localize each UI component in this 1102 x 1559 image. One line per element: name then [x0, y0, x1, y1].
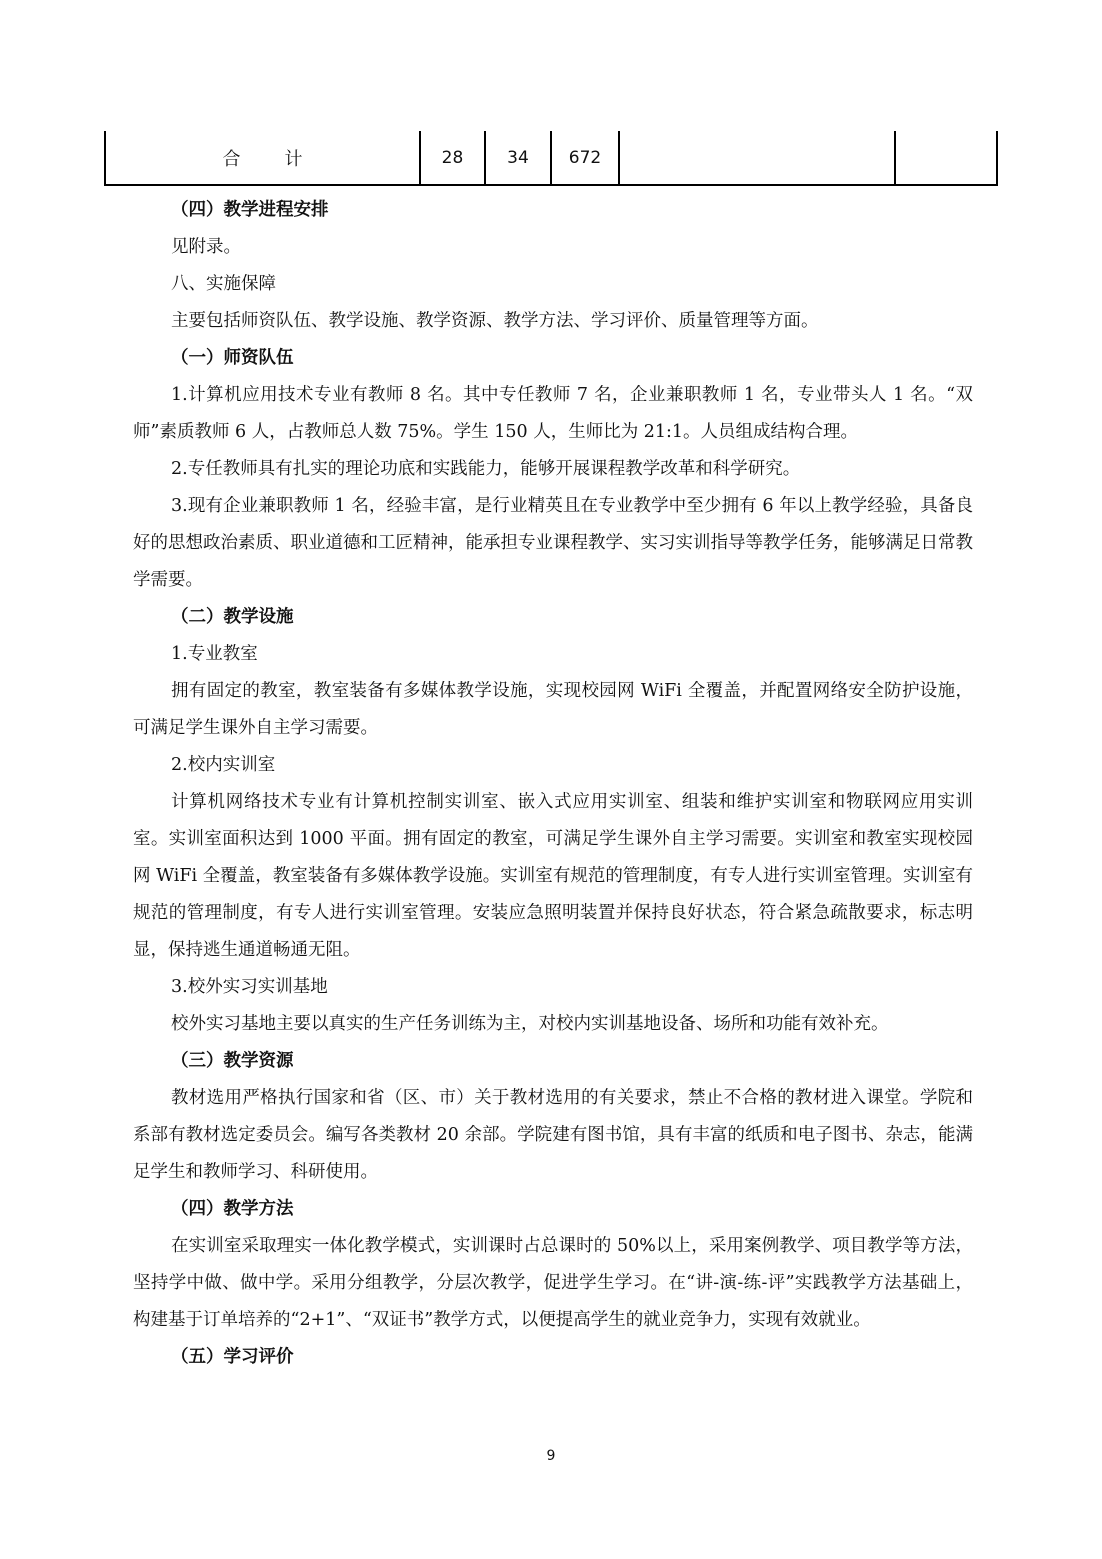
total-weeks-cell: 28 [420, 131, 485, 185]
subheading-training-room: 2.校内实训室 [171, 755, 276, 775]
heading-facilities: （二）教学设施 [171, 607, 294, 627]
paragraph-teachers-3: 3.现有企业兼职教师 1 名，经验丰富，是行业精英且在专业教学中至少拥有 6 年以上教学经验，具备良好的思想政治素质、职业道德和工匠精神，能承担专业课程教学、实习实训指导等教学任务，能够满足日常教学需要。 [133, 496, 973, 590]
total-label-1: 合 [222, 148, 241, 170]
total-hours-per-week-cell: 34 [485, 131, 551, 185]
paragraph-external-base: 校外实习基地主要以真实的生产任务训练为主，对校内实训基地设备、场所和功能有效补充。 [171, 1014, 889, 1034]
total-label-cell [105, 131, 420, 185]
table-row [105, 131, 997, 185]
total-label-2: 计 [284, 148, 303, 170]
paragraph-teachers-1: 1.计算机应用技术专业有教师 8 名。其中专任教师 7 名，企业兼职教师 1 名，专业带头人 1 名。“双师”素质教师 6 人，占教师总人数 75%。学生 150 人，生师比为 21:1。人员组成结构合理。 [133, 385, 973, 442]
paragraph-classroom: 拥有固定的教室，教室装备有多媒体教学设施，实现校园网 WiFi 全覆盖，并配置网络安全防护设施，可满足学生课外自主学习需要。 [133, 681, 973, 738]
subheading-external-base: 3.校外实习实训基地 [171, 977, 328, 997]
total-hours-cell: 672 [551, 131, 619, 185]
heading-teachers: （一）师资队伍 [171, 348, 294, 368]
paragraph-resources: 教材选用严格执行国家和省（区、市）关于教材选用的有关要求，禁止不合格的教材进入课堂。学院和系部有教材选定委员会。编写各类教材 20 余部。学院建有图书馆，具有丰富的纸质和电子图书、杂志，能满足学生和教师学习、科研使用。 [133, 1088, 973, 1182]
empty-cell [895, 131, 997, 185]
totals-table [104, 131, 998, 186]
document-body [133, 192, 973, 1376]
page-number: 9 [546, 1448, 556, 1464]
section-8-intro: 主要包括师资队伍、教学设施、教学资源、教学方法、学习评价、质量管理等方面。 [171, 311, 819, 331]
heading-evaluation: （五）学习评价 [171, 1347, 294, 1367]
heading-schedule: （四）教学进程安排 [171, 200, 329, 220]
appendix-note: 见附录。 [171, 237, 241, 257]
heading-resources: （三）教学资源 [171, 1051, 294, 1071]
empty-cell [619, 131, 895, 185]
subheading-classroom: 1.专业教室 [171, 644, 258, 664]
heading-section-8: 八、实施保障 [171, 274, 276, 294]
heading-methods: （四）教学方法 [171, 1199, 294, 1219]
paragraph-methods: 在实训室采取理实一体化教学模式，实训课时占总课时的 50%以上，采用案例教学、项目教学等方法，坚持学中做、做中学。采用分组教学，分层次教学，促进学生学习。在“讲-演-练-评”实践教学方法基础上，构建基于订单培养的“2+1”、“双证书”教学方式，以便提高学生的就业竞争力，实现有效就业。 [133, 1236, 973, 1330]
paragraph-training-room: 计算机网络技术专业有计算机控制实训室、嵌入式应用实训室、组装和维护实训室和物联网应用实训室。实训室面积达到 1000 平面。拥有固定的教室，可满足学生课外自主学习需要。实训室和教室实现校园网 WiFi 全覆盖，教室装备有多媒体教学设施。实训室有规范的管理制度，有专人进行实训室管理。实训室有规范的管理制度，有专人进行实训室管理。安装应急照明装置并保持良好状态，符合紧急疏散要求，标志明显，保持逃生通道畅通无阻。 [133, 792, 973, 960]
paragraph-teachers-2: 2.专任教师具有扎实的理论功底和实践能力，能够开展课程教学改革和科学研究。 [171, 459, 801, 479]
